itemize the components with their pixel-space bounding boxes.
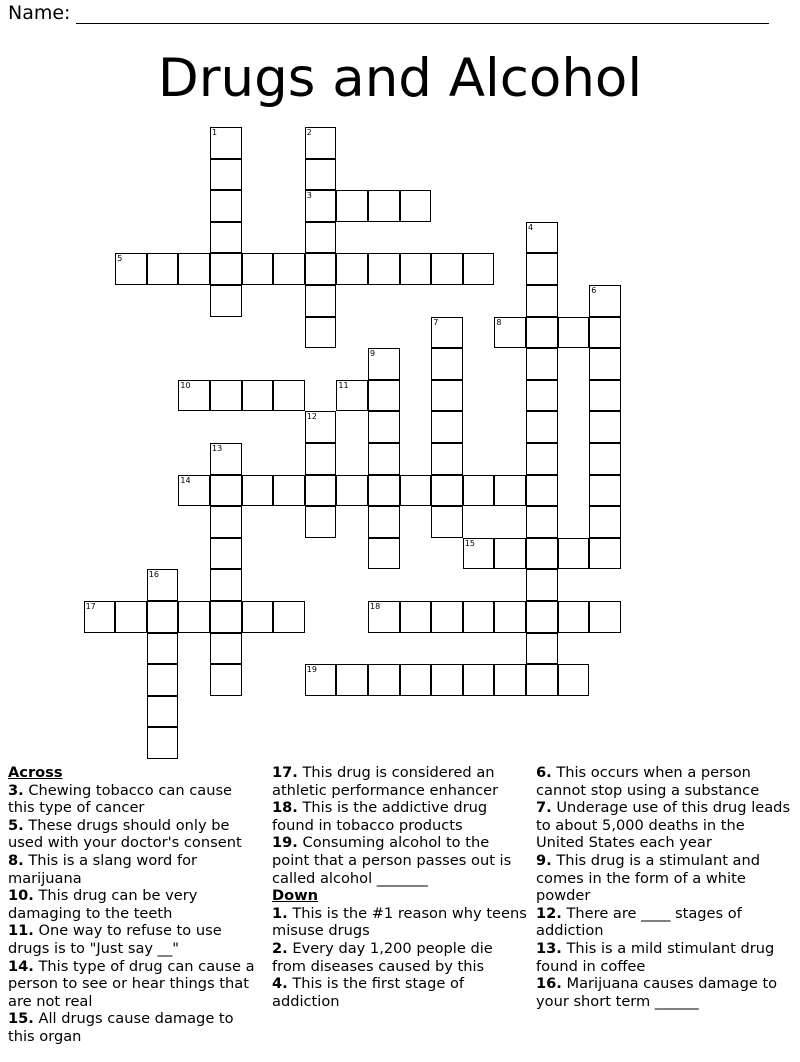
clue-text: This is the first stage of addiction	[272, 975, 465, 1010]
crossword-cell[interactable]	[210, 538, 242, 570]
clue-text: Underage use of this drug leads to about 5,000 deaths in the United States each year	[536, 799, 791, 852]
crossword-cell[interactable]	[400, 601, 432, 633]
crossword-cell[interactable]	[368, 475, 400, 507]
clue-down-1	[272, 905, 530, 940]
clue-text: This drug is considered an athletic performance enhancer	[272, 764, 499, 799]
clue-number: 4.	[272, 975, 288, 993]
clue-across-19	[272, 834, 530, 887]
crossword-cell[interactable]	[368, 601, 400, 633]
across-clues-part1	[8, 782, 263, 1046]
crossword-cell[interactable]	[242, 601, 274, 633]
crossword-cell[interactable]	[431, 475, 463, 507]
clue-number: 12.	[536, 904, 562, 922]
crossword-cell[interactable]	[210, 506, 242, 538]
crossword-cell[interactable]	[431, 348, 463, 380]
crossword-cell[interactable]	[242, 380, 274, 412]
crossword-cell[interactable]	[242, 475, 274, 507]
crossword-cell[interactable]	[368, 380, 400, 412]
clue-down-2	[272, 940, 530, 975]
crossword-cell[interactable]	[147, 696, 179, 728]
cell-number: 2	[306, 128, 312, 137]
clue-number: 13.	[536, 939, 562, 957]
clue-down-9	[536, 852, 794, 905]
crossword-cell[interactable]	[463, 664, 495, 696]
cell-number: 16	[148, 570, 159, 580]
crossword-cell[interactable]	[368, 190, 400, 222]
clue-across-17	[272, 764, 530, 799]
crossword-cell[interactable]	[336, 253, 368, 285]
crossword-cell[interactable]	[589, 348, 621, 380]
crossword-cell[interactable]	[305, 127, 337, 159]
name-label: Name:	[8, 2, 71, 24]
crossword-cell[interactable]	[589, 443, 621, 475]
crossword-cell[interactable]	[273, 253, 305, 285]
clue-down-16	[536, 975, 794, 1010]
crossword-cell[interactable]	[147, 633, 179, 665]
crossword-cell[interactable]	[273, 475, 305, 507]
page-title: Drugs and Alcohol	[157, 48, 643, 109]
crossword-cell[interactable]	[147, 727, 179, 759]
crossword-cell[interactable]	[368, 664, 400, 696]
crossword-cell[interactable]	[431, 601, 463, 633]
crossword-cell[interactable]	[431, 380, 463, 412]
crossword-cell[interactable]	[210, 633, 242, 665]
clue-text: There are ____ stages of addiction	[536, 904, 742, 940]
clue-across-3	[8, 782, 263, 817]
crossword-cell[interactable]	[147, 664, 179, 696]
down-heading: Down	[272, 887, 319, 905]
clue-across-15	[8, 1010, 263, 1045]
crossword-cell[interactable]	[210, 127, 242, 159]
crossword-cell[interactable]	[242, 253, 274, 285]
crossword-cell[interactable]	[210, 222, 242, 254]
crossword-cell[interactable]	[494, 317, 526, 349]
crossword-cell[interactable]	[431, 506, 463, 538]
cell-number: 5	[117, 254, 123, 264]
crossword-cell[interactable]	[526, 569, 558, 601]
crossword-cell[interactable]	[526, 506, 558, 538]
cell-number: 18	[370, 602, 381, 611]
crossword-cell[interactable]	[463, 601, 495, 633]
crossword-cell[interactable]	[147, 253, 179, 285]
crossword-cell[interactable]	[273, 380, 305, 412]
crossword-cell[interactable]	[526, 317, 558, 349]
crossword-cell[interactable]	[84, 601, 116, 633]
crossword-cell[interactable]	[526, 664, 558, 696]
crossword-cell[interactable]	[305, 190, 337, 222]
clue-text: One way to refuse to use drugs is to "Just say __"	[8, 922, 222, 957]
crossword-cell[interactable]	[305, 475, 337, 507]
crossword-cell[interactable]	[589, 506, 621, 538]
clue-number: 10.	[8, 887, 34, 905]
crossword-cell[interactable]	[494, 601, 526, 633]
clue-number: 19.	[272, 834, 298, 852]
cell-number: 3	[306, 191, 312, 201]
clue-down-6	[536, 764, 794, 799]
clue-column-3	[536, 764, 794, 1010]
crossword-cell[interactable]	[147, 569, 179, 601]
clue-text: This occurs when a person cannot stop using a substance	[536, 764, 760, 799]
crossword-cell[interactable]	[115, 253, 147, 285]
crossword-cell[interactable]	[494, 538, 526, 570]
crossword-cell[interactable]	[336, 664, 368, 696]
crossword-cell[interactable]	[558, 538, 590, 570]
cell-number: 14	[180, 475, 191, 485]
cell-number: 9	[370, 349, 376, 359]
clue-number: 11.	[8, 922, 34, 940]
cell-number: 13	[212, 444, 223, 453]
clue-text: This type of drug can cause a person to see or hear things that are not real	[8, 957, 255, 1010]
crossword-cell[interactable]	[305, 253, 337, 285]
clue-text: Marijuana causes damage to your short term ______	[536, 975, 778, 1010]
crossword-cell[interactable]	[526, 348, 558, 380]
crossword-cell[interactable]	[526, 380, 558, 412]
cell-number: 15	[464, 538, 475, 548]
crossword-cell[interactable]	[494, 664, 526, 696]
clue-number: 3.	[8, 781, 24, 799]
crossword-cell[interactable]	[210, 443, 242, 475]
crossword-cell[interactable]	[305, 159, 337, 191]
cell-number: 4	[528, 222, 534, 232]
clue-number: 9.	[536, 851, 552, 869]
crossword-cell[interactable]	[210, 285, 242, 317]
crossword-cell[interactable]	[368, 348, 400, 380]
clue-text: These drugs should only be used with your doctor's consent	[8, 816, 242, 852]
crossword-cell[interactable]	[431, 411, 463, 443]
cell-number: 1	[212, 128, 218, 137]
clue-down-12	[536, 905, 794, 940]
crossword-cell[interactable]	[526, 411, 558, 443]
crossword-cell[interactable]	[210, 475, 242, 507]
crossword-cell[interactable]	[558, 601, 590, 633]
clue-across-10	[8, 887, 263, 922]
crossword-cell[interactable]	[368, 538, 400, 570]
crossword-cell[interactable]	[589, 317, 621, 349]
cell-number: 19	[306, 665, 317, 675]
crossword-cell[interactable]	[463, 475, 495, 507]
crossword-cell[interactable]	[336, 475, 368, 507]
clue-text: This is a mild stimulant drug found in coffee	[536, 939, 775, 975]
crossword-cell[interactable]	[273, 601, 305, 633]
clue-across-14	[8, 958, 263, 1011]
crossword-cell[interactable]	[368, 506, 400, 538]
clue-number: 15.	[8, 1010, 34, 1028]
crossword-cell[interactable]	[210, 569, 242, 601]
crossword-cell[interactable]	[210, 159, 242, 191]
cell-number: 7	[433, 317, 439, 327]
crossword-cell[interactable]	[147, 601, 179, 633]
clue-column-2	[272, 764, 530, 1010]
cell-number: 10	[180, 380, 191, 390]
crossword-cell[interactable]	[368, 253, 400, 285]
crossword-cell[interactable]	[210, 601, 242, 633]
crossword-cell[interactable]	[305, 317, 337, 349]
clue-across-5	[8, 817, 263, 852]
cell-number: 8	[496, 317, 502, 327]
crossword-cell[interactable]	[305, 664, 337, 696]
clue-across-18	[272, 799, 530, 834]
crossword-cell[interactable]	[178, 253, 210, 285]
clue-number: 8.	[8, 851, 24, 869]
crossword-cell[interactable]	[526, 443, 558, 475]
clue-across-11	[8, 922, 263, 957]
clue-column-1	[8, 764, 263, 1046]
crossword-cell[interactable]	[494, 475, 526, 507]
clue-across-8	[8, 852, 263, 887]
clue-down-13	[536, 940, 794, 975]
crossword-cell[interactable]	[526, 222, 558, 254]
cell-number: 12	[306, 412, 317, 422]
clue-text: All drugs cause damage to this organ	[8, 1010, 234, 1045]
crossword-cell[interactable]	[589, 475, 621, 507]
crossword-cell[interactable]	[589, 411, 621, 443]
crossword-cell[interactable]	[305, 443, 337, 475]
crossword-cell[interactable]	[463, 538, 495, 570]
crossword-cell[interactable]	[210, 253, 242, 285]
crossword-cell[interactable]	[526, 253, 558, 285]
crossword-cell[interactable]	[336, 190, 368, 222]
crossword-cell[interactable]	[431, 443, 463, 475]
crossword-cell[interactable]	[178, 380, 210, 412]
cell-number: 17	[85, 602, 96, 611]
crossword-cell[interactable]	[305, 222, 337, 254]
crossword-cell[interactable]	[305, 411, 337, 443]
crossword-cell[interactable]	[336, 380, 368, 412]
crossword-cell[interactable]	[589, 601, 621, 633]
across-heading: Across	[8, 764, 63, 781]
clue-number: 7.	[536, 799, 552, 817]
crossword-cell[interactable]	[526, 285, 558, 317]
crossword-cell[interactable]	[400, 664, 432, 696]
clue-text: This is the addictive drug found in tobacco products	[272, 799, 488, 834]
crossword-cell[interactable]	[589, 285, 621, 317]
clue-text: This drug is a stimulant and comes in the form of a white powder	[536, 851, 761, 905]
clue-text: This is a slang word for marijuana	[8, 851, 198, 887]
crossword-cell[interactable]	[431, 317, 463, 349]
clue-number: 6.	[536, 764, 552, 781]
clue-text: Consuming alcohol to the point that a person passes out is called alcohol _______	[272, 834, 512, 887]
clue-text: This drug can be very damaging to the teeth	[8, 887, 198, 922]
crossword-cell[interactable]	[210, 190, 242, 222]
clue-text: Every day 1,200 people die from diseases caused by this	[272, 939, 493, 975]
clue-text: This is the #1 reason why teens misuse drugs	[272, 904, 527, 940]
crossword-cell[interactable]	[400, 475, 432, 507]
crossword-cell[interactable]	[431, 664, 463, 696]
crossword-cell[interactable]	[526, 538, 558, 570]
crossword-cell[interactable]	[305, 506, 337, 538]
crossword-cell[interactable]	[526, 601, 558, 633]
clue-number: 17.	[272, 764, 298, 781]
crossword-cell[interactable]	[210, 380, 242, 412]
crossword-cell[interactable]	[115, 601, 147, 633]
crossword-cell[interactable]	[526, 633, 558, 665]
clue-down-4	[272, 975, 530, 1010]
crossword-cell[interactable]	[558, 317, 590, 349]
clue-down-7	[536, 799, 794, 852]
clue-number: 2.	[272, 939, 288, 957]
clue-number: 5.	[8, 816, 24, 834]
crossword-cell[interactable]	[558, 664, 590, 696]
cell-number: 11	[338, 380, 349, 390]
crossword-cell[interactable]	[178, 601, 210, 633]
crossword-cell[interactable]	[400, 253, 432, 285]
crossword-cell[interactable]	[178, 475, 210, 507]
crossword-cell[interactable]	[589, 538, 621, 570]
clue-number: 18.	[272, 799, 298, 817]
crossword-cell[interactable]	[589, 380, 621, 412]
crossword-cell[interactable]	[305, 285, 337, 317]
clue-number: 16.	[536, 975, 562, 993]
crossword-cell[interactable]	[400, 190, 432, 222]
crossword-cell[interactable]	[526, 475, 558, 507]
crossword-cell[interactable]	[210, 664, 242, 696]
clue-number: 1.	[272, 904, 288, 922]
crossword-cell[interactable]	[463, 253, 495, 285]
clue-number: 14.	[8, 957, 34, 975]
cell-number: 6	[591, 286, 597, 295]
crossword-cell[interactable]	[431, 253, 463, 285]
crossword-cell[interactable]	[368, 443, 400, 475]
crossword-cell[interactable]	[368, 411, 400, 443]
clue-text: Chewing tobacco can cause this type of cancer	[8, 781, 233, 817]
